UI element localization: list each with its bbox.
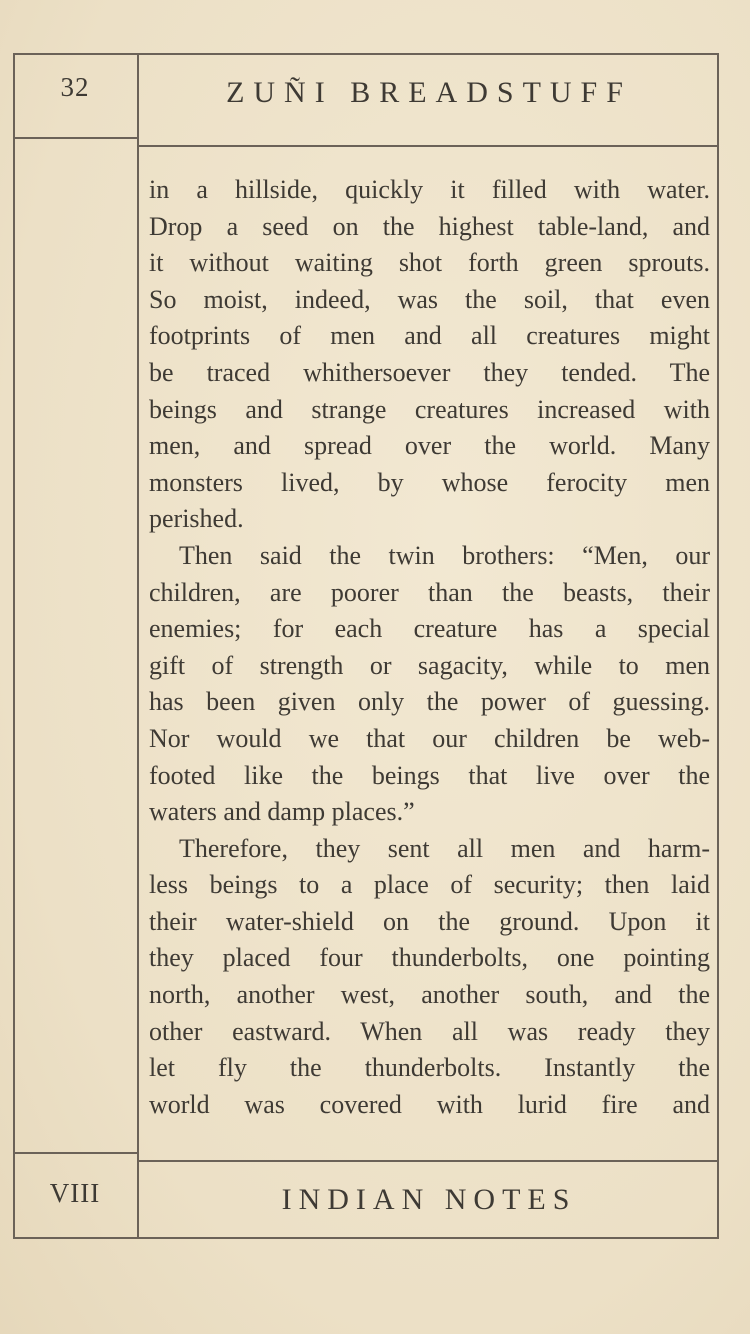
text-line: world was covered with lurid fire and <box>149 1089 710 1119</box>
text-line: has been given only the power of guessing. <box>149 687 710 717</box>
running-head: ZUÑI BREADSTUFF <box>226 76 632 109</box>
paragraph-3 <box>149 831 710 1124</box>
paragraph-2 <box>149 538 710 831</box>
text-line: other eastward. When all was ready they <box>149 1016 710 1046</box>
header-rule-right <box>139 145 719 147</box>
text-line: perished. <box>149 504 244 534</box>
footer-rule-right <box>139 1160 719 1162</box>
text-line: Therefore, they sent all men and harm- <box>179 833 710 863</box>
text-line: Nor would we that our children be web- <box>149 723 710 753</box>
text-line: beings and strange creatures increased with <box>149 394 710 424</box>
series-title: INDIAN NOTES <box>281 1183 577 1216</box>
text-line: in a hillside, quickly it filled with water. <box>149 175 710 204</box>
page-number: 32 <box>60 72 90 102</box>
text-line: it without waiting shot forth green sprouts. <box>149 248 710 278</box>
text-line: men, and spread over the world. Many <box>149 431 710 461</box>
text-line: enemies; for each creature has a special <box>149 614 710 644</box>
text-line: be traced whithersoever they tended. The <box>149 357 710 387</box>
text-line: monsters lived, by whose ferocity men <box>149 467 710 497</box>
text-line: Drop a seed on the highest table-land, and <box>149 211 710 241</box>
text-line: footprints of men and all creatures might <box>149 321 710 351</box>
text-line: children, are poorer than the beasts, their <box>149 577 710 607</box>
text-line: north, another west, another south, and the <box>149 980 710 1010</box>
body-text <box>149 172 710 1123</box>
margin-column-divider <box>137 53 139 1239</box>
text-line: So moist, indeed, was the soil, that even <box>149 284 710 314</box>
text-line: let fly the thunderbolts. Instantly the <box>149 1053 710 1083</box>
text-line: they placed four thunderbolts, one pointing <box>149 943 710 973</box>
series-number: VIII <box>49 1178 101 1208</box>
text-line: their water-shield on the ground. Upon it <box>149 906 710 936</box>
text-line: less beings to a place of security; then laid <box>149 870 710 900</box>
text-line: waters and damp places.” <box>149 797 415 827</box>
header-rule-left <box>13 137 137 139</box>
text-line: footed like the beings that live over the <box>149 760 710 790</box>
paragraph-1 <box>149 172 710 538</box>
footer-rule-left <box>13 1152 137 1154</box>
text-line: Then said the twin brothers: “Men, our <box>179 540 710 570</box>
text-line: gift of strength or sagacity, while to men <box>149 650 710 680</box>
